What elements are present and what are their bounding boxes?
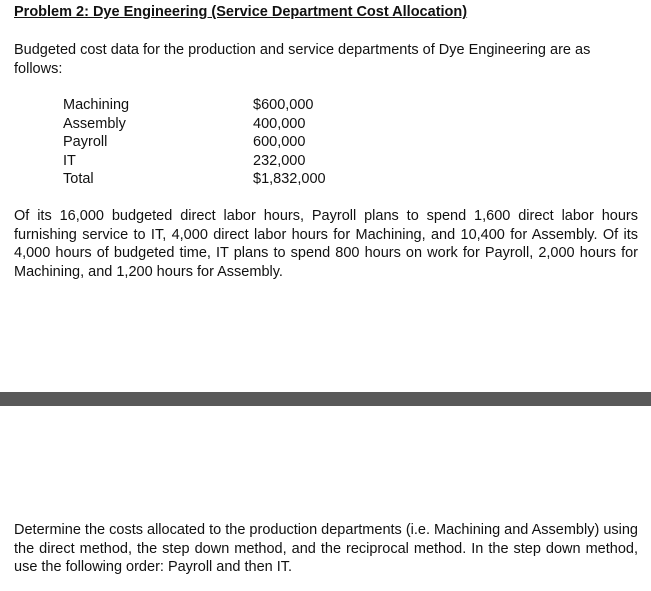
department-name: IT bbox=[63, 152, 76, 169]
cost-row-machining bbox=[63, 96, 326, 115]
problem-title: Problem 2: Dye Engineering (Service Department Cost Allocation) bbox=[14, 4, 468, 20]
intro-paragraph: Budgeted cost data for the production and service departments of Dye Engineering are as follows: bbox=[14, 42, 591, 77]
cost-row-assembly bbox=[63, 115, 326, 134]
cost-row-payroll bbox=[63, 133, 326, 152]
total-label: Total bbox=[63, 171, 94, 187]
department-cost: 600,000 bbox=[253, 134, 306, 150]
department-cost: 232,000 bbox=[253, 152, 306, 169]
total-cost: $1,832,000 bbox=[253, 171, 326, 187]
labor-hours-paragraph: Of its 16,000 budgeted direct labor hours, Payroll plans to spend 1,600 direct labor hours furnishing service to IT, 4,000 direct labor hours for Machining, and 10,400 for Assembly. Of its 4,000 hours of budgeted time, IT plans to spend 800 hours on work for Payroll, 2,000 hours for Machining, and 1,200 hours for Assembly. bbox=[14, 208, 638, 280]
cost-table bbox=[63, 96, 326, 189]
department-name: Assembly bbox=[63, 115, 126, 132]
department-cost: 400,000 bbox=[253, 115, 306, 132]
instruction-paragraph: Determine the costs allocated to the production departments (i.e. Machining and Assembly) using the direct method, the step down method, and the reciprocal method. In the step down method, use the following order: Payroll and then IT. bbox=[14, 522, 638, 575]
cost-row-it bbox=[63, 152, 326, 171]
department-name: Machining bbox=[63, 97, 130, 113]
department-name: Payroll bbox=[63, 134, 108, 150]
section-divider bbox=[0, 392, 651, 406]
cost-row-total bbox=[63, 170, 326, 189]
department-cost: $600,000 bbox=[253, 97, 314, 113]
